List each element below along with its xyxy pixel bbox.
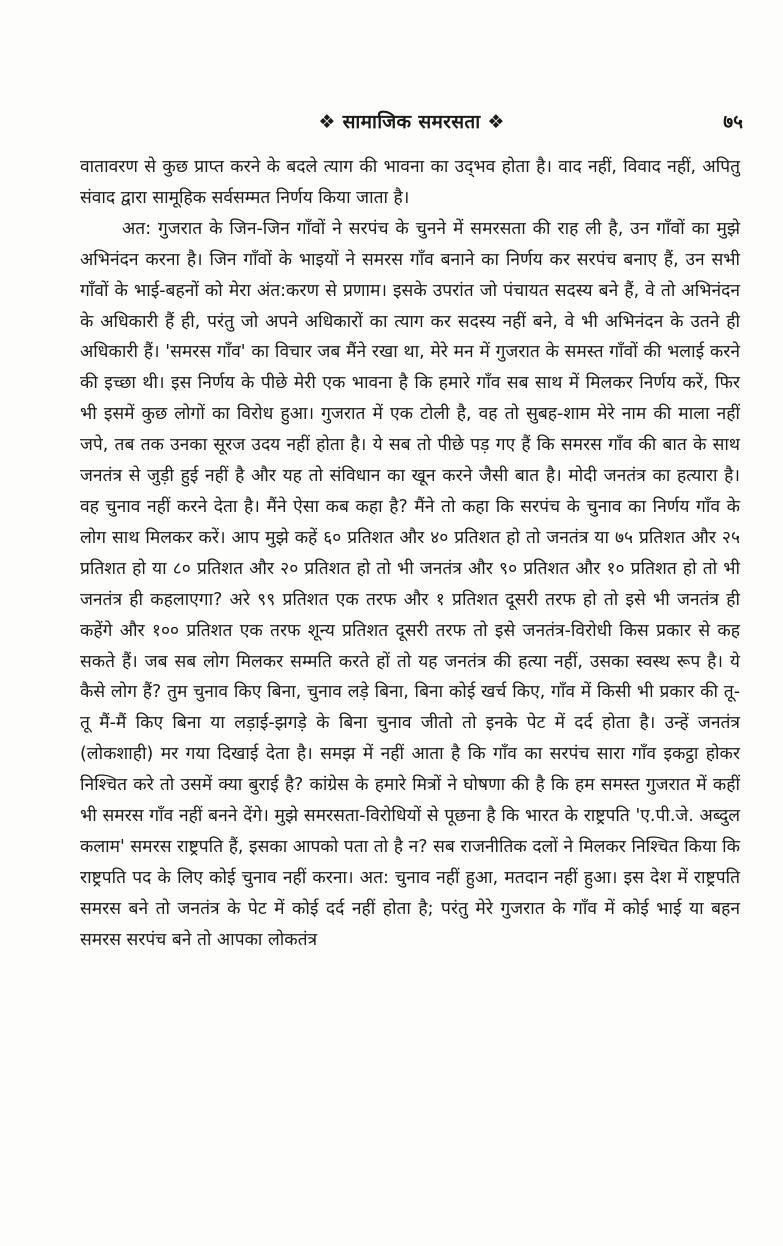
- page-header: [80, 108, 743, 138]
- paragraph: वातावरण से कुछ प्राप्त करने के बदले त्याग की भावना का उद्‍भव होता है। वाद नहीं, विवाद नहीं, अपितु संवाद द्वारा सामूहिक सर्वसम्मत निर्णय किया जाता है।: [80, 157, 740, 208]
- page-number: ७५: [723, 111, 743, 133]
- body-text: [80, 152, 740, 956]
- running-title: ❖ सामाजिक समरसता ❖: [318, 111, 505, 133]
- paragraph: अत: गुजरात के जिन-जिन गाँवों ने सरपंच के चुनने में समरसता की राह ली है, उन गाँवों का मुझे अभिनंदन करना है। जिन गाँवों के भाइयों ने समरस गाँव बनाने का निर्णय कर सरपंच बनाए हैं, उन सभी गाँवों के भाई-बहनों को मेरा अंत:करण से प्रणाम। इसके उपरांत जो पंचायत सदस्य बने हैं, वे तो अभिनंदन के अधिकारी हैं ही, परंतु जो अपने अधिकारों का त्याग कर सदस्य नहीं बने, वे भी अभिनंदन के उतने ही अधिकारी हैं। 'समरस गाँव' का विचार जब मैंने रखा था, मेरे मन में गुजरात के समस्त गाँवों की भलाई करने की इच्छा थी। इस निर्णय के पीछे मेरी एक भावना है कि हमारे गाँव सब साथ में मिलकर निर्णय करें, फिर भी इसमें कुछ लोगों का विरोध हुआ। गुजरात में एक टोली है, वह तो सुबह-शाम मेरे नाम की माला नहीं जपे, तब तक उनका सूरज उदय नहीं होता है। ये सब तो पीछे पड़ गए हैं कि समरस गाँव की बात के साथ जनतंत्र से जुड़ी हुई नहीं है और यह तो संविधान का खून करने जैसी बात है। मोदी जनतंत्र का हत्यारा है। वह चुनाव नहीं करने देता है। मैंने ऐसा कब कहा है? मैंने तो कहा कि सरपंच के चुनाव का निर्णय गाँव के लोग साथ मिलकर करें। आप मुझे कहें ६० प्रतिशत और ४० प्रतिशत हो तो जनतंत्र या ७५ प्रतिशत और २५ प्रतिशत हो या ८० प्रतिशत और २० प्रतिशत हो तो भी जनतंत्र और ९० प्रतिशत और १० प्रतिशत हो तो भी जनतंत्र ही कहलाएगा? अरे ९९ प्रतिशत एक तरफ और १ प्रतिशत दूसरी तरफ हो तो इसे भी जनतंत्र ही कहेंगे और १०० प्रतिशत एक तरफ शून्य प्रतिशत दूसरी तरफ तो इसे जनतंत्र-विरोधी किस प्रकार से कह सकते हैं। जब सब लोग मिलकर सम्मति करते हों तो यह जनतंत्र की हत्या नहीं, उसका स्वस्थ रूप है। ये कैसे लोग हैं? तुम चुनाव किए बिना, चुनाव लड़े बिना, बिना कोई खर्च किए, गाँव में किसी भी प्रकार की तू-तू मैं-मैं किए बिना या लड़ाई-झगड़े के बिना चुनाव जीतो तो इनके पेट में दर्द होता है। उन्हें जनतंत्र (लोकशाही) मर गया दिखाई देता है। समझ में नहीं आता है कि गाँव का सरपंच सारा गाँव इकट्ठा होकर निश्चित करे तो उसमें क्या बुराई है? कांग्रेस के हमारे मित्रों ने घोषणा की है कि हम समस्त गुजरात में कहीं भी समरस गाँव नहीं बनने देंगे। मुझे समरसता-विरोधियों से पूछना है कि भारत के राष्ट्रपति 'ए.पी.जे. अब्दुल कलाम' समरस राष्ट्रपति हैं, इसका आपको पता तो है न? सब राजनीतिक दलों ने मिलकर निश्चित किया कि राष्ट्रपति पद के लिए कोई चुनाव नहीं करना। अत: चुनाव नहीं हुआ, मतदान नहीं हुआ। इस देश में राष्ट्रपति समरस बने तो जनतंत्र के पेट में कोई दर्द नहीं होता है; परंतु मेरे गुजरात के गाँव में कोई भाई या बहन समरस सरपंच बने तो आपका लोकतंत्र: [80, 218, 740, 950]
